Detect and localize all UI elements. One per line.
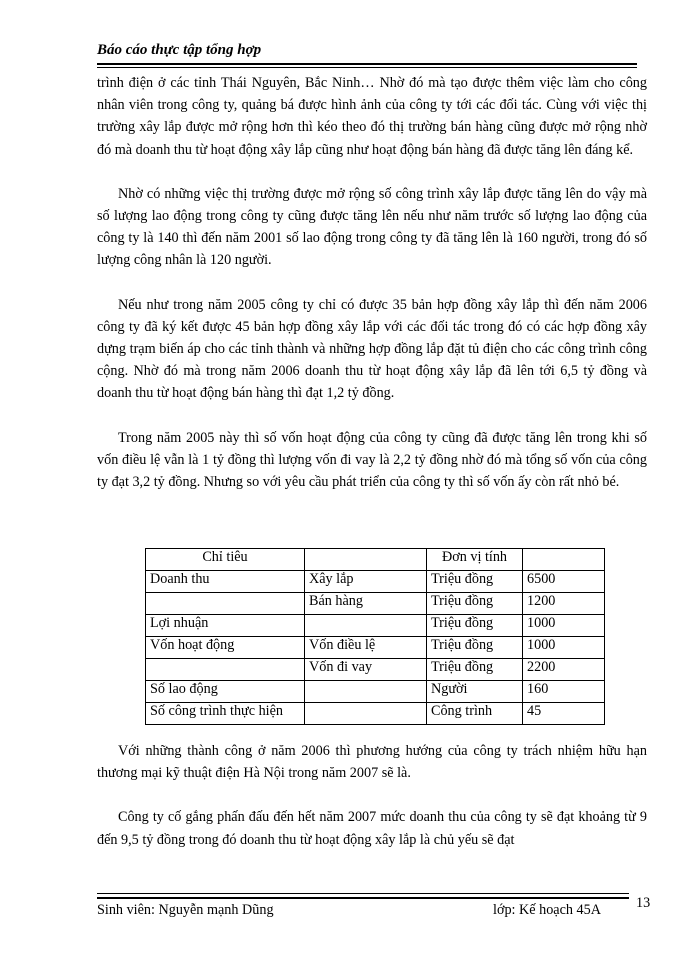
table-row <box>146 659 605 681</box>
paragraph: Với những thành công ở năm 2006 thì phương hướng của công ty trách nhiệm hữu hạn thương mại kỹ thuật điện Hà Nội trong năm 2007 sẽ là. <box>97 743 647 782</box>
table-row <box>146 615 605 637</box>
table-cell: Vốn hoạt động <box>146 637 305 659</box>
table-cell: Lợi nhuận <box>146 615 305 637</box>
table-cell: Triệu đồng <box>427 593 523 615</box>
footer-class: lớp: Kế hoạch 45A <box>493 902 601 918</box>
table-row <box>146 571 605 593</box>
table-cell <box>305 681 427 703</box>
page-header-title: Báo cáo thực tập tổng hợp <box>97 42 262 58</box>
header-rule-thin <box>97 67 637 68</box>
table-header-cell <box>523 549 605 571</box>
table-cell <box>146 659 305 681</box>
statistics-table <box>145 548 605 725</box>
table-cell: Doanh thu <box>146 571 305 593</box>
page-number: 13 <box>636 895 651 911</box>
table-cell: Triệu đồng <box>427 637 523 659</box>
paragraph: Trong năm 2005 này thì số vốn hoạt động của công ty cũng đã được tăng lên trong khi số vốn điều lệ vẫn là 1 tỷ đồng thì lượng vốn đi vay là 2,2 tỷ đồng nhờ đó mà tổng số vốn của công ty đạt 3,2 tỷ đồng. Nhưng so với yêu cầu phát triển của công ty thì số vốn ấy còn rất nhỏ bé. <box>97 429 647 491</box>
table-header-cell <box>305 549 427 571</box>
table-cell: Triệu đồng <box>427 571 523 593</box>
table-cell: Số công trình thực hiện <box>146 703 305 725</box>
paragraph: Công ty cố gắng phấn đấu đến hết năm 2007 mức doanh thu của công ty sẽ đạt khoảng từ 9 đến 9,5 tỷ đồng trong đó doanh thu từ hoạt động xây lắp là chủ yếu sẽ đạt <box>97 809 647 848</box>
footer-student-name: Sinh viên: Nguyễn mạnh Dũng <box>97 902 274 918</box>
footer-rule <box>97 897 629 899</box>
table-cell: Người <box>427 681 523 703</box>
table-cell: 160 <box>523 681 605 703</box>
paragraph: trình điện ở các tỉnh Thái Nguyên, Bắc Ninh… Nhờ đó mà tạo được thêm việc làm cho công nhân viên trong công ty, quảng bá được hình ảnh của công ty tới các đối tác. Cùng với việc thị trường xây lắp được mở rộng hơn thì kéo theo đó thị trường bán hàng cũng được mở rộng nhờ đó mà doanh thu từ hoạt động xây lắp cũng như hoạt động bán hàng đã được tăng lên đáng kể. <box>97 75 647 158</box>
header-rule <box>97 63 637 65</box>
table-cell: Bán hàng <box>305 593 427 615</box>
table-cell: Triệu đồng <box>427 659 523 681</box>
table-header-cell: Đơn vị tính <box>427 549 523 571</box>
table-cell: 1200 <box>523 593 605 615</box>
table-row <box>146 637 605 659</box>
table-cell <box>305 703 427 725</box>
body-text <box>97 72 647 493</box>
table-cell: Công trình <box>427 703 523 725</box>
table-header-row <box>146 549 605 571</box>
table-cell: Xây lắp <box>305 571 427 593</box>
table-row <box>146 703 605 725</box>
table-cell <box>146 593 305 615</box>
paragraph: Nếu như trong năm 2005 công ty chỉ có được 35 bản hợp đồng xây lắp thì đến năm 2006 công ty đã ký kết được 45 bản hợp đồng xây lắp với các đối tác trong đó có các hợp đồng xây dựng trạm biến áp cho các tỉnh thành và những hợp đồng lắp đặt tủ điện cho các công trình công cộng. Nhờ đó mà trong năm 2006 doanh thu từ hoạt động xây lắp đã lên tới 6,5 tỷ đồng và doanh thu từ hoạt động bán hàng thì đạt 1,2 tỷ đồng. <box>97 296 647 402</box>
table-cell: Vốn đi vay <box>305 659 427 681</box>
table-cell <box>305 615 427 637</box>
table-cell: 1000 <box>523 637 605 659</box>
table-cell: 1000 <box>523 615 605 637</box>
table-row <box>146 593 605 615</box>
table-cell: Vốn điều lệ <box>305 637 427 659</box>
table-cell: Triệu đồng <box>427 615 523 637</box>
table-cell: 6500 <box>523 571 605 593</box>
paragraph: Nhờ có những việc thị trường được mở rộng số công trình xây lắp được tăng lên do vậy mà số lượng lao động trong công ty cũng được tăng lên nếu như năm trước số lượng lao động của công ty là 140 thì đến năm 2001 số lao động trong công ty đã tăng lên là 160 người, trong đó số lượng công nhân là 120 người. <box>97 185 647 269</box>
table-cell: 45 <box>523 703 605 725</box>
table-cell: Số lao động <box>146 681 305 703</box>
body-text-continued <box>97 740 647 851</box>
table-header-cell: Chỉ tiêu <box>146 549 305 571</box>
table-cell: 2200 <box>523 659 605 681</box>
footer-rule-thin <box>97 893 629 894</box>
table-row <box>146 681 605 703</box>
